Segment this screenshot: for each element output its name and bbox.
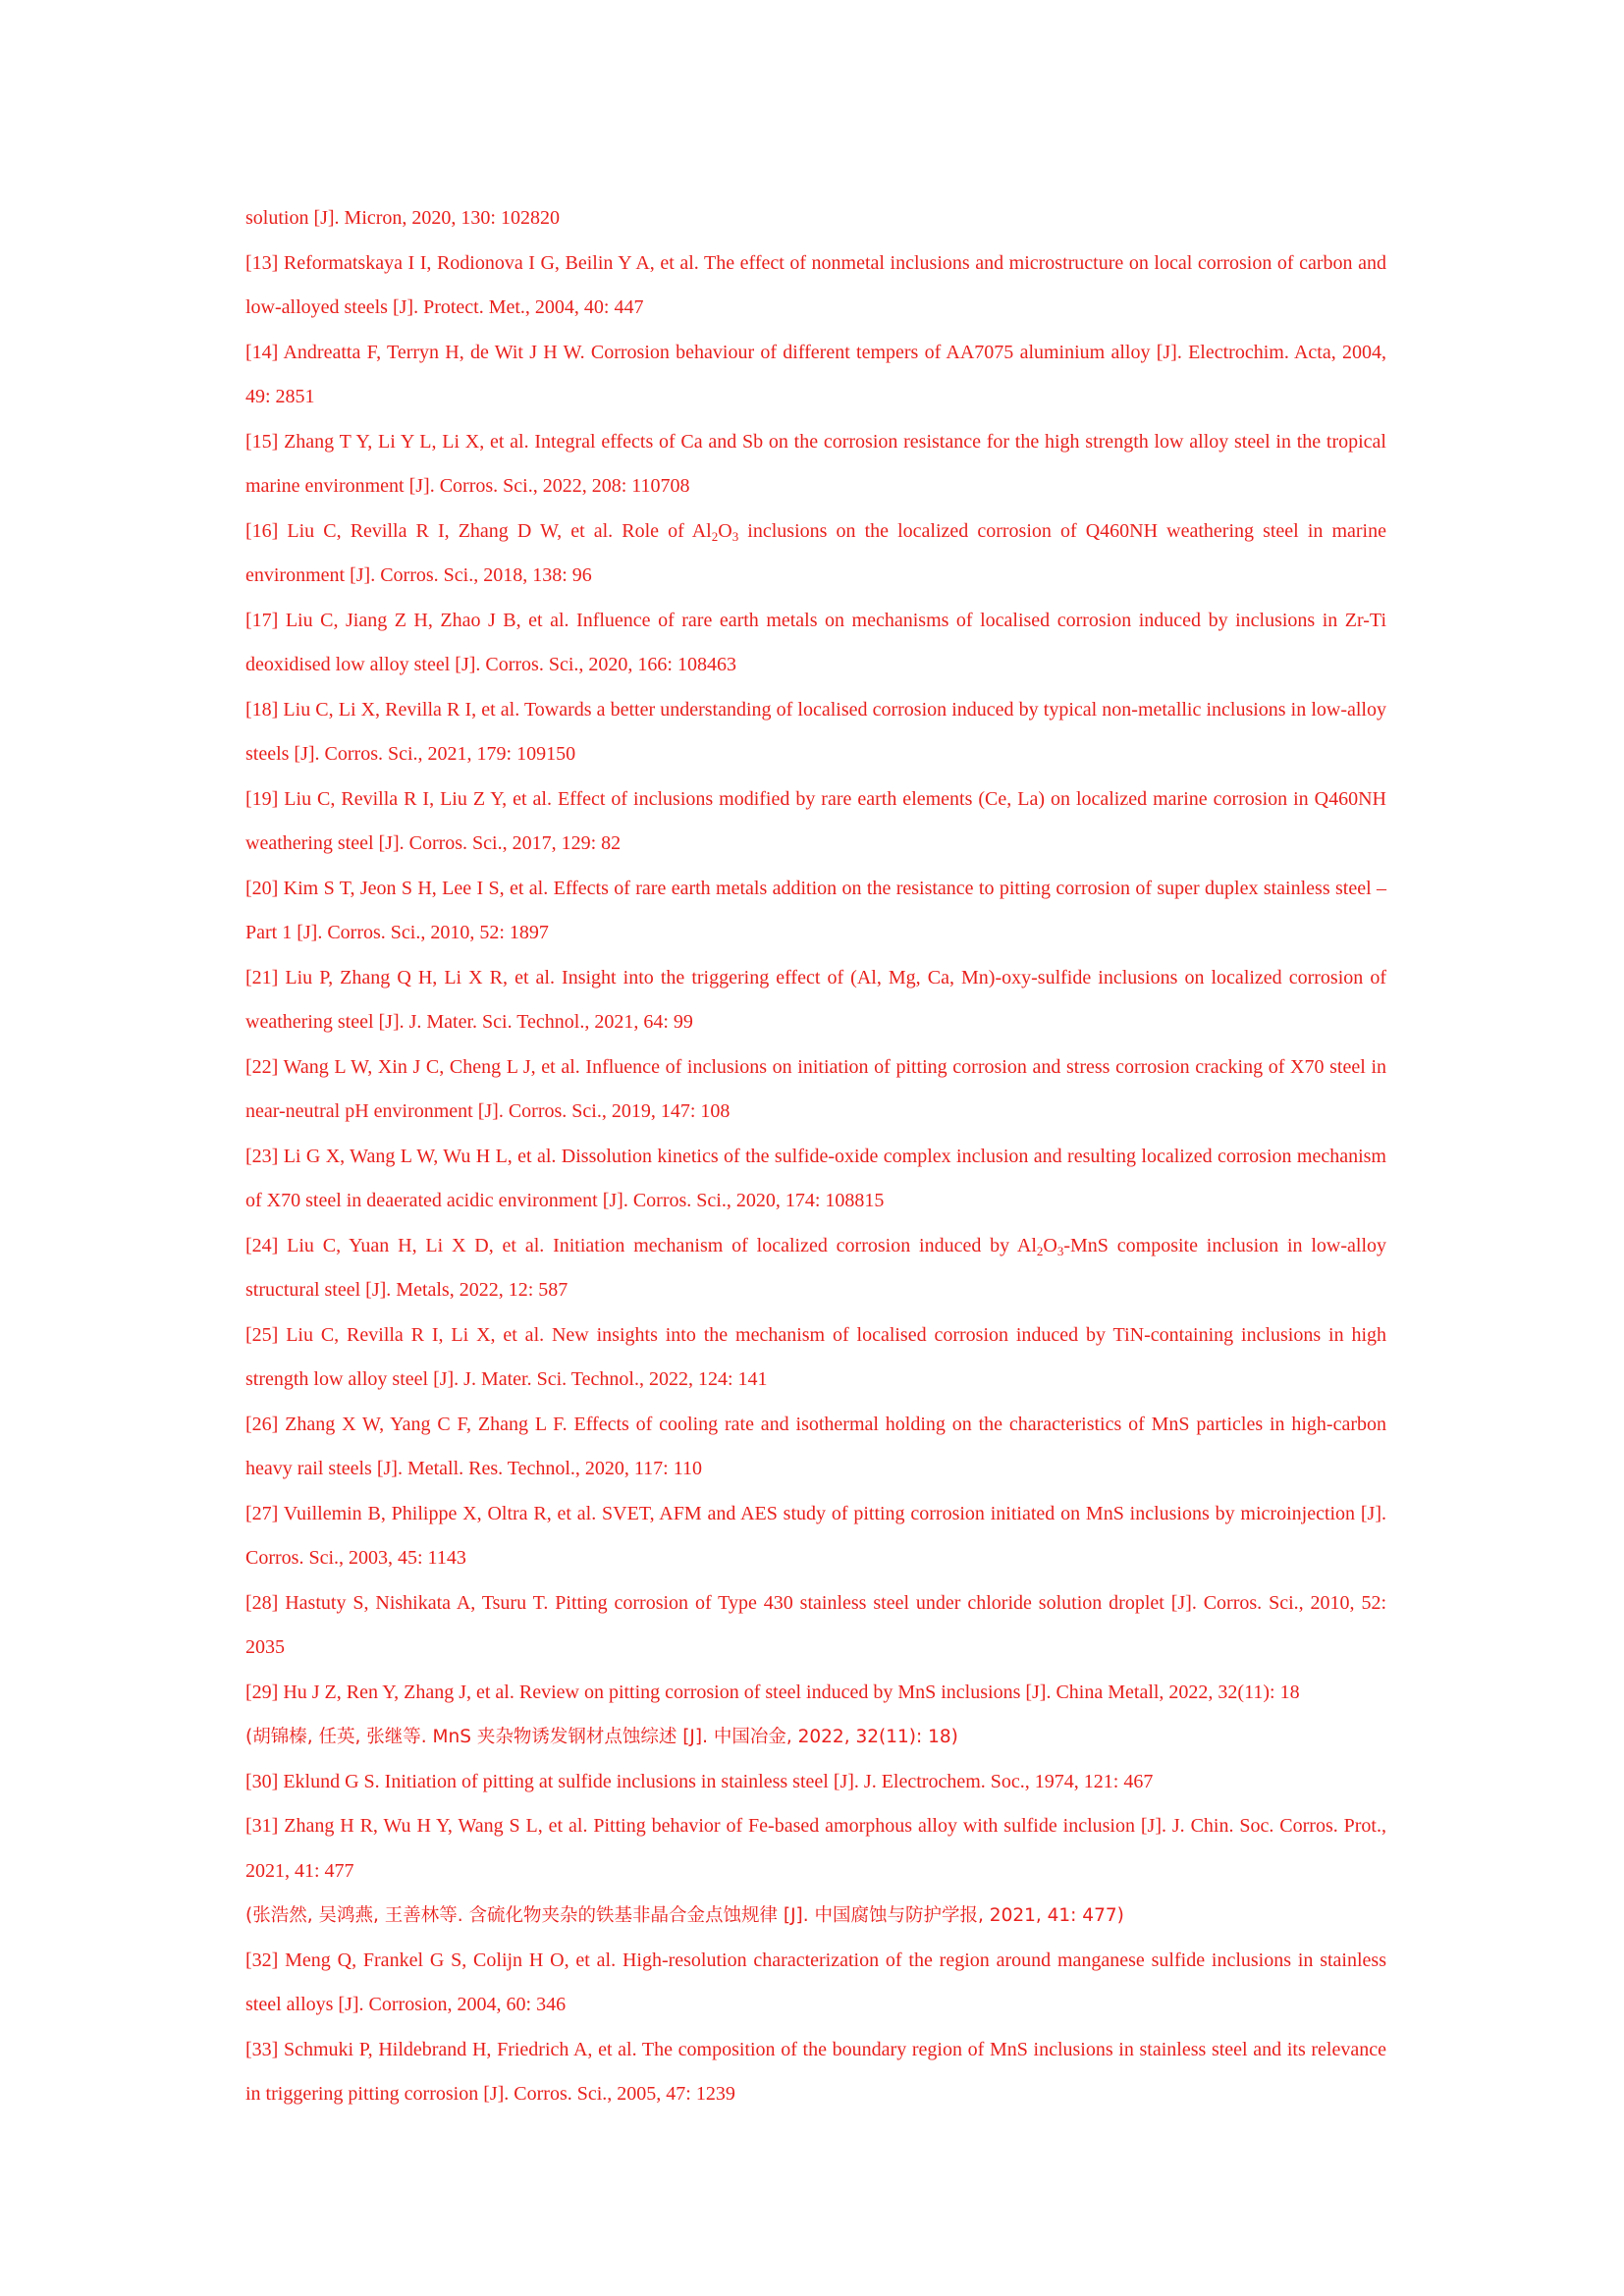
reference-translation: (张浩然, 吴鸿燕, 王善林等. 含硫化物夹杂的铁基非晶合金点蚀规律 [J]. 中国腐蚀与防护学报, 2021, 41: 477) bbox=[245, 1905, 1124, 1926]
reference-list bbox=[245, 196, 1386, 2117]
reference-entry: [32] Meng Q, Frankel G S, Colijn H O, et al. High-resolution characterization of the region around manganese sulfide inclusions in stainless steel alloys [J]. Corrosion, 2004, 60: 346 bbox=[245, 1949, 1386, 2015]
subscript: 2 bbox=[711, 528, 719, 544]
reference-text: inclusions on the localized corrosion of Q460NH weathering steel in marine environment [J]. Corros. Sci., 2018, 138: 96 bbox=[245, 519, 1386, 586]
reference-entry: [33] Schmuki P, Hildebrand H, Friedrich A, et al. The composition of the boundary region of MnS inclusions in stainless steel and its relevance in triggering pitting corrosion [J]. Corros. Sci., 2005, 47: 1239 bbox=[245, 2038, 1386, 2105]
reference-entry: [18] Liu C, Li X, Revilla R I, et al. Towards a better understanding of localised corrosion induced by typical non-metallic inclusions in low-alloy steels [J]. Corros. Sci., 2021, 179: 109150 bbox=[245, 698, 1386, 765]
reference-text: [24] Liu C, Yuan H, Li X D, et al. Initiation mechanism of localized corrosion induced by Al bbox=[245, 1234, 1037, 1256]
reference-entry: [25] Liu C, Revilla R I, Li X, et al. New insights into the mechanism of localised corrosion induced by TiN-containing inclusions in high strength low alloy steel [J]. J. Mater. Sci. Technol., 2022, 124: 141 bbox=[245, 1323, 1386, 1390]
reference-entry: [22] Wang L W, Xin J C, Cheng L J, et al. Influence of inclusions on initiation of pitting corrosion and stress corrosion cracking of X70 steel in near-neutral pH environment [J]. Corros. Sci., 2019, 147: 108 bbox=[245, 1055, 1386, 1122]
reference-entry: [15] Zhang T Y, Li Y L, Li X, et al. Integral effects of Ca and Sb on the corrosion resistance for the high strength low alloy steel in the tropical marine environment [J]. Corros. Sci., 2022, 208: 110708 bbox=[245, 430, 1386, 497]
reference-entry: [20] Kim S T, Jeon S H, Lee I S, et al. Effects of rare earth metals addition on the resistance to pitting corrosion of super duplex stainless steel – Part 1 [J]. Corros. Sci., 2010, 52: 1897 bbox=[245, 877, 1386, 943]
reference-entry: [30] Eklund G S. Initiation of pitting at sulfide inclusions in stainless steel [J]. J. Electrochem. Soc., 1974, 121: 467 bbox=[245, 1770, 1154, 1792]
subscript: 2 bbox=[1036, 1243, 1044, 1258]
subscript: 3 bbox=[731, 528, 739, 544]
reference-entry: [31] Zhang H R, Wu H Y, Wang S L, et al. Pitting behavior of Fe-based amorphous alloy with sulfide inclusion [J]. J. Chin. Soc. Corros. Prot., 2021, 41: 477 bbox=[245, 1815, 1386, 1882]
reference-entry: [26] Zhang X W, Yang C F, Zhang L F. Effects of cooling rate and isothermal holding on the characteristics of MnS particles in high-carbon heavy rail steels [J]. Metall. Res. Technol., 2020, 117: 110 bbox=[245, 1413, 1386, 1479]
reference-entry: [28] Hastuty S, Nishikata A, Tsuru T. Pitting corrosion of Type 430 stainless steel under chloride solution droplet [J]. Corros. Sci., 2010, 52: 2035 bbox=[245, 1591, 1386, 1658]
reference-entry: [23] Li G X, Wang L W, Wu H L, et al. Dissolution kinetics of the sulfide-oxide complex inclusion and resulting localized corrosion mechanism of X70 steel in deaerated acidic environment [J]. Corros. Sci., 2020, 174: 108815 bbox=[245, 1145, 1386, 1211]
reference-entry: [27] Vuillemin B, Philippe X, Oltra R, et al. SVET, AFM and AES study of pitting corrosion initiated on MnS inclusions by microinjection [J]. Corros. Sci., 2003, 45: 1143 bbox=[245, 1502, 1386, 1569]
reference-entry bbox=[245, 509, 1386, 599]
reference-text: O bbox=[718, 519, 732, 542]
subscript: 3 bbox=[1056, 1243, 1064, 1258]
reference-entry: [14] Andreatta F, Terryn H, de Wit J H W. Corrosion behaviour of different tempers of AA7075 aluminium alloy [J]. Electrochim. Acta, 2004, 49: 2851 bbox=[245, 341, 1386, 407]
reference-entry: solution [J]. Micron, 2020, 130: 102820 bbox=[245, 207, 560, 229]
reference-entry bbox=[245, 1224, 1386, 1313]
reference-text: O bbox=[1043, 1234, 1057, 1256]
reference-text: [16] Liu C, Revilla R I, Zhang D W, et al. Role of Al bbox=[245, 519, 712, 542]
reference-entry: [21] Liu P, Zhang Q H, Li X R, et al. Insight into the triggering effect of (Al, Mg, Ca, Mn)-oxy-sulfide inclusions on localized corrosion of weathering steel [J]. J. Mater. Sci. Technol., 2021, 64: 99 bbox=[245, 966, 1386, 1033]
reference-entry: [19] Liu C, Revilla R I, Liu Z Y, et al. Effect of inclusions modified by rare earth elements (Ce, La) on localized marine corrosion in Q460NH weathering steel [J]. Corros. Sci., 2017, 129: 82 bbox=[245, 787, 1386, 854]
reference-entry: [29] Hu J Z, Ren Y, Zhang J, et al. Review on pitting corrosion of steel induced by MnS inclusions [J]. China Metall, 2022, 32(11): 18 bbox=[245, 1681, 1300, 1703]
reference-translation: (胡锦榛, 任英, 张继等. MnS 夹杂物诱发钢材点蚀综述 [J]. 中国冶金, 2022, 32(11): 18) bbox=[245, 1727, 958, 1747]
reference-text: -MnS composite inclusion in low-alloy structural steel [J]. Metals, 2022, 12: 587 bbox=[245, 1234, 1386, 1301]
reference-entry: [17] Liu C, Jiang Z H, Zhao J B, et al. Influence of rare earth metals on mechanisms of localised corrosion induced by inclusions in Zr-Ti deoxidised low alloy steel [J]. Corros. Sci., 2020, 166: 108463 bbox=[245, 609, 1386, 675]
reference-entry: [13] Reformatskaya I I, Rodionova I G, Beilin Y A, et al. The effect of nonmetal inclusions and microstructure on local corrosion of carbon and low-alloyed steels [J]. Protect. Met., 2004, 40: 447 bbox=[245, 251, 1386, 318]
